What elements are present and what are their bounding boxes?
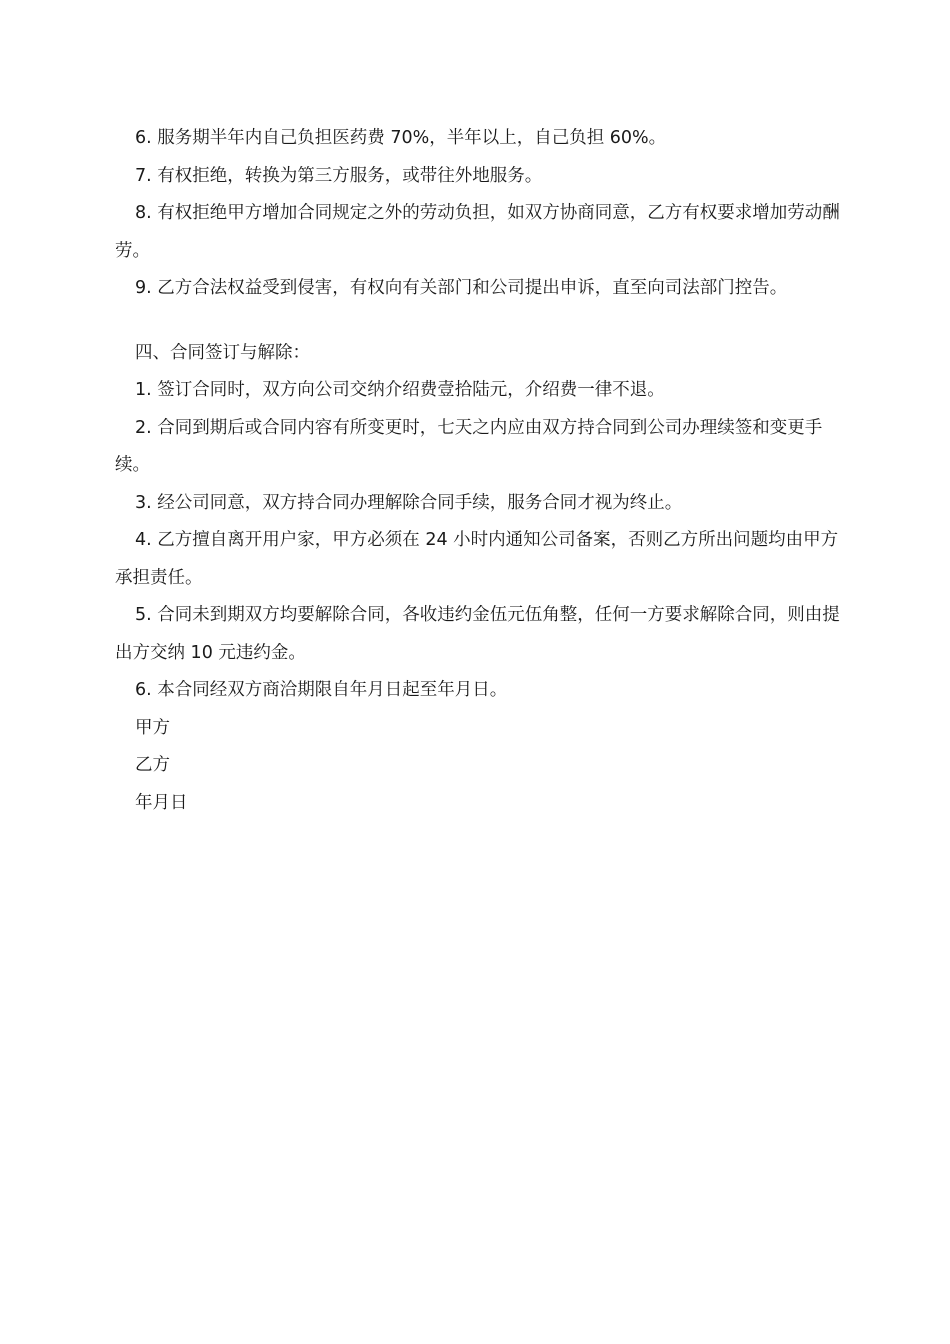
clause-3-9: 9. 乙方合法权益受到侵害，有权向有关部门和公司提出申诉，直至向司法部门控告。 — [135, 278, 788, 298]
clause-4-3: 3. 经公司同意，双方持合同办理解除合同手续，服务合同才视为终止。 — [135, 492, 683, 513]
clause-4-4: 4. 乙方擅自离开用户家，甲方必须在 24 小时内通知公司备案，否则乙方所出问题均由甲方承担责任。 — [115, 530, 839, 588]
clause-4-2: 2. 合同到期后或合同内容有所变更时，七天之内应由双方持合同到公司办理续签和变更手续。 — [115, 417, 823, 475]
section-gap — [115, 308, 840, 335]
clause-4-6: 6. 本合同经双方商洽期限自年月日起至年月日。 — [135, 680, 508, 700]
clause-3-6: 6. 服务期半年内自己负担医药费 70%，半年以上，自己负担 60%。 — [135, 128, 667, 148]
clause-3-7: 7. 有权拒绝，转换为第三方服务，或带往外地服务。 — [135, 165, 543, 186]
clause-3-8: 8. 有权拒绝甲方增加合同规定之外的劳动负担，如双方协商同意，乙方有权要求增加劳动酬劳。 — [115, 203, 840, 261]
clause-4-1: 1. 签订合同时，双方向公司交纳介绍费壹拾陆元，介绍费一律不退。 — [135, 380, 665, 400]
signature-date: 年月日 — [135, 792, 188, 813]
signature-party-a: 甲方 — [135, 717, 170, 738]
section-4-heading: 四、合同签订与解除： — [135, 342, 310, 363]
clause-4-5: 5. 合同未到期双方均要解除合同，各收违约金伍元伍角整，任何一方要求解除合同，则由提出方交纳 10 元违约金。 — [115, 605, 840, 663]
signature-party-b: 乙方 — [135, 755, 170, 775]
document-body — [115, 120, 840, 822]
